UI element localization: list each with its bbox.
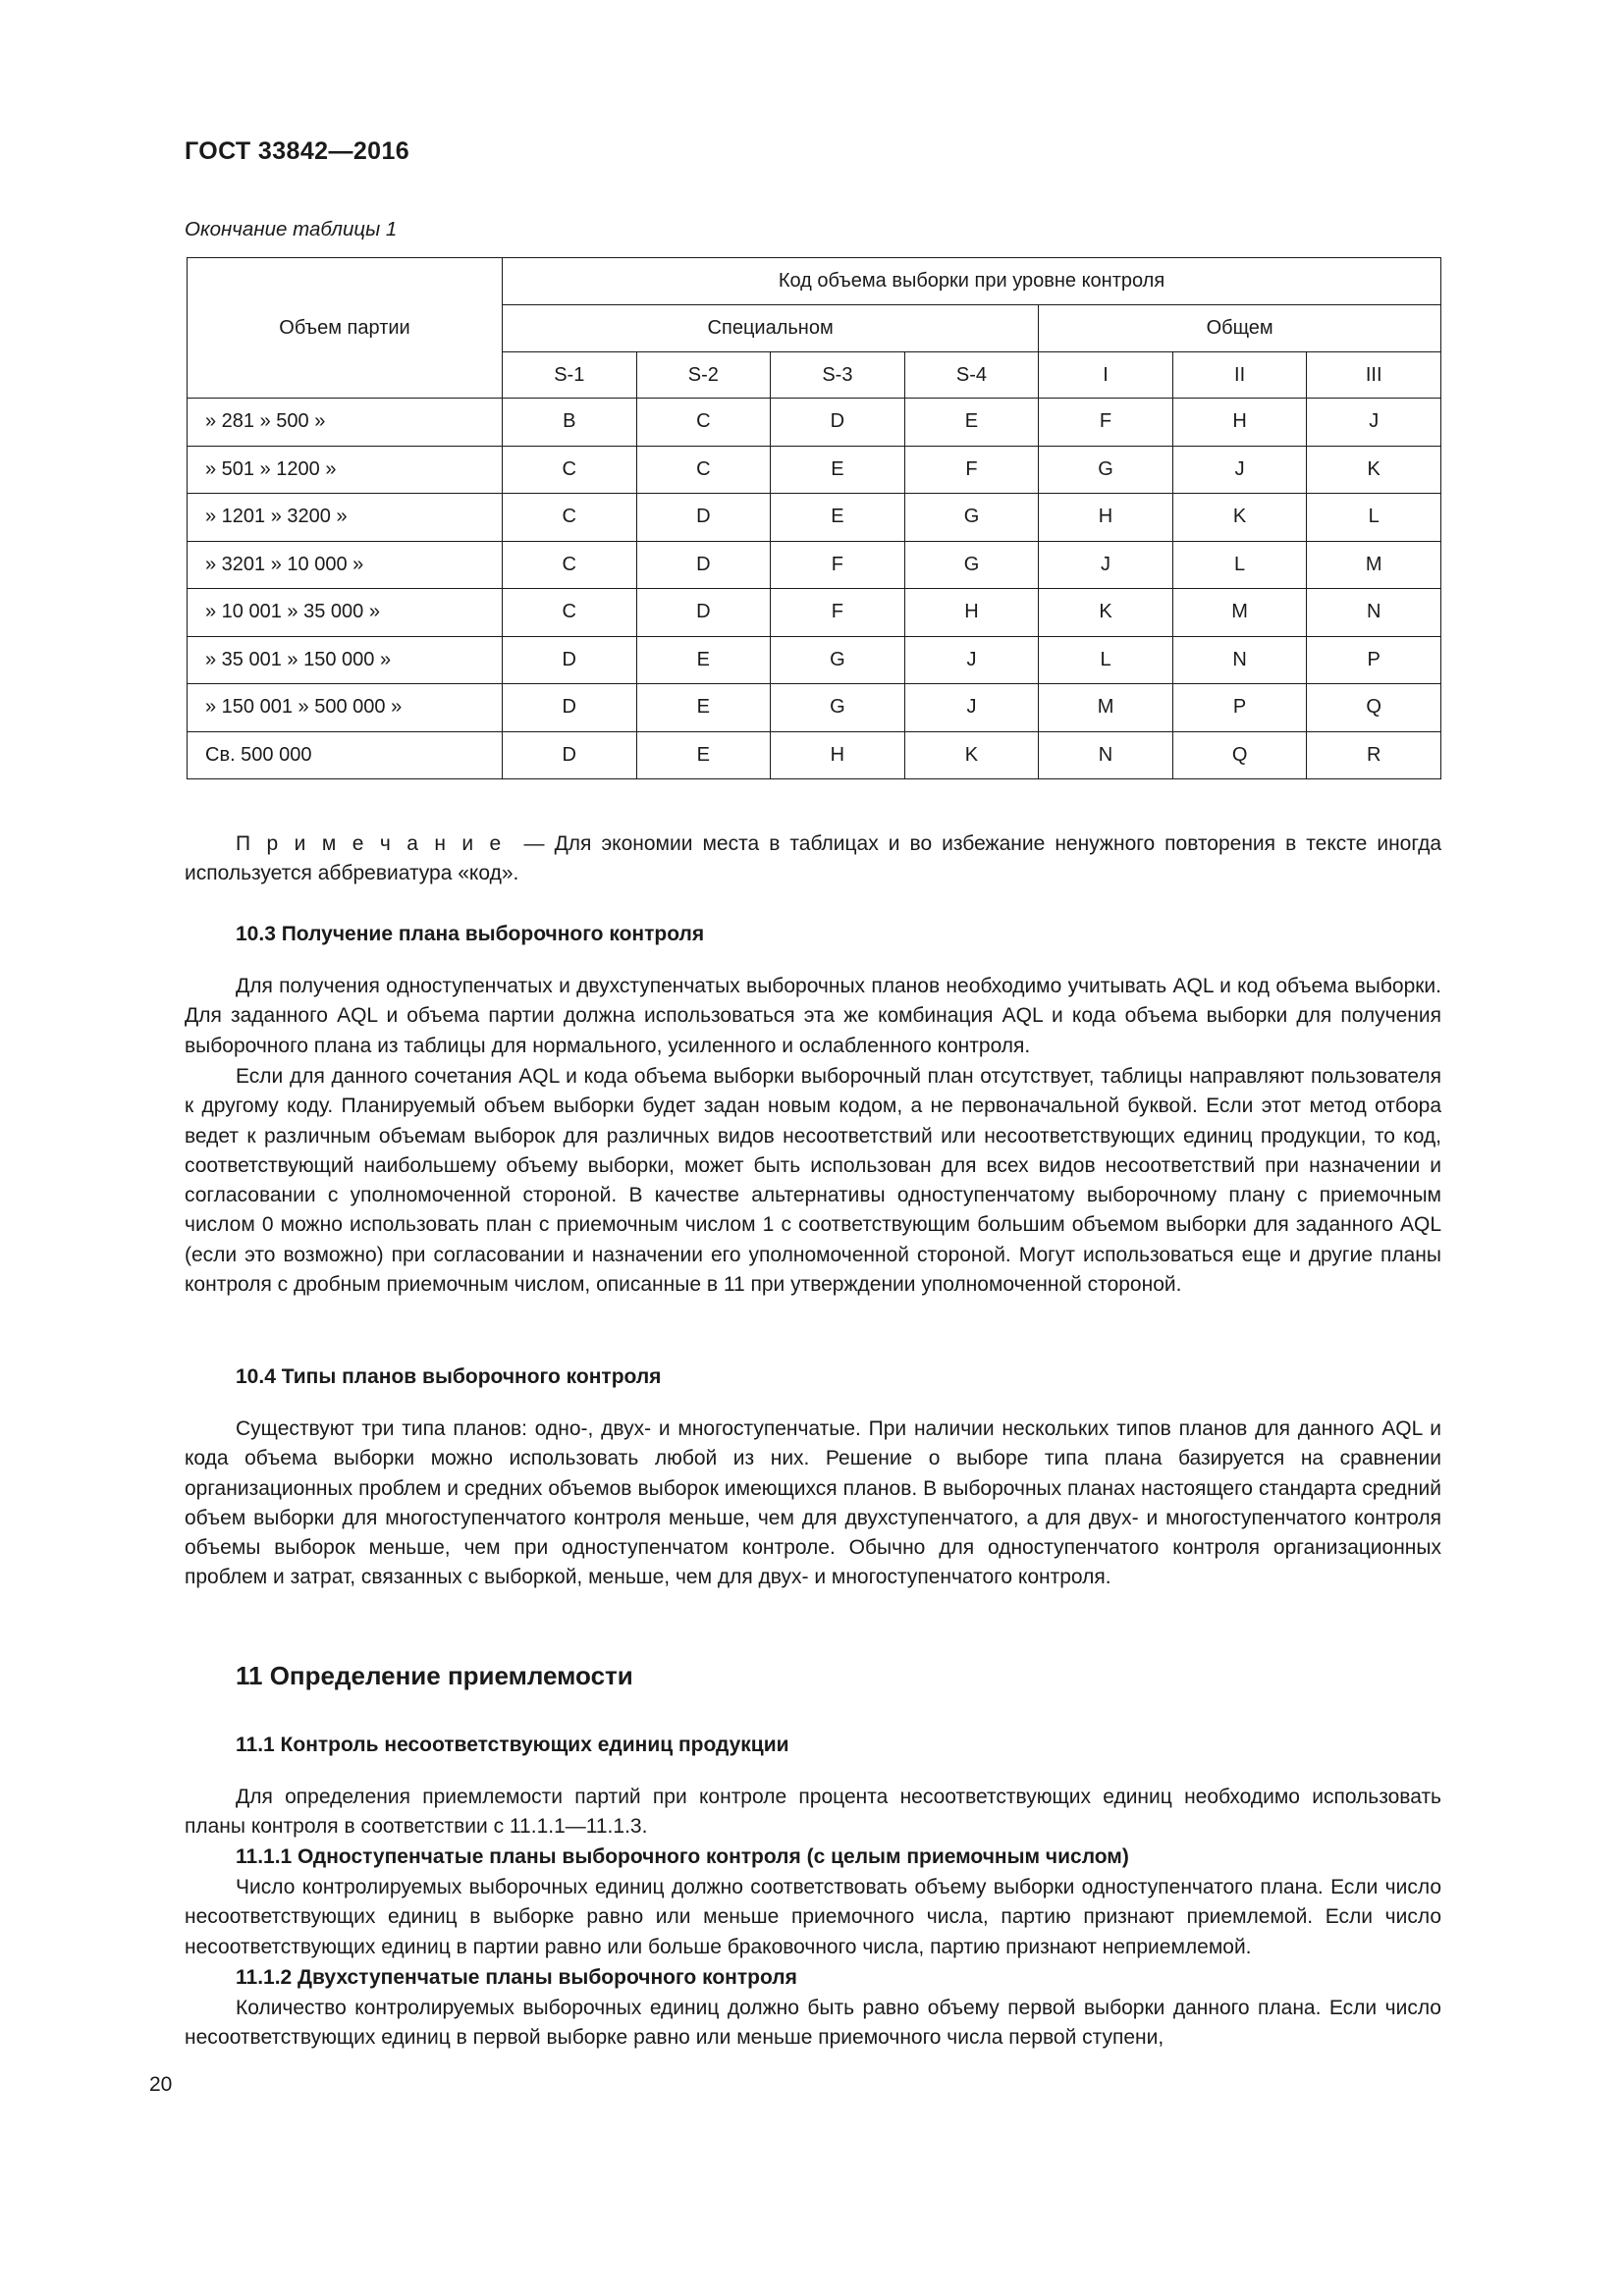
cell-lot-size: » 281 » 500 » — [188, 399, 503, 447]
cell-code: F — [771, 541, 905, 589]
cell-code: N — [1039, 731, 1173, 779]
cell-code: M — [1172, 589, 1307, 637]
cell-code: D — [636, 494, 771, 542]
cell-lot-size: » 501 » 1200 » — [188, 446, 503, 494]
cell-code: B — [503, 399, 637, 447]
cell-lot-size: » 3201 » 10 000 » — [188, 541, 503, 589]
cell-code: G — [1039, 446, 1173, 494]
cell-code: E — [904, 399, 1039, 447]
heading-10-4: 10.4 Типы планов выборочного контроля — [236, 1365, 662, 1388]
cell-code: F — [771, 589, 905, 637]
cell-code: D — [503, 636, 637, 684]
paragraph-text: Количество контролируемых выборочных единиц должно быть равно объему первой выборки данного плана. Если число несоответствующих единиц в первой выборке равно или меньше приемочного числа первой ступени, — [185, 1997, 1441, 2050]
cell-code: L — [1039, 636, 1173, 684]
heading-11-1-2: 11.1.2 Двухступенчатые планы выборочного контроля — [236, 1966, 797, 1989]
sample-size-code-table-wrapper — [187, 257, 1441, 779]
cell-lot-size: » 35 001 » 150 000 » — [188, 636, 503, 684]
cell-code: F — [1039, 399, 1173, 447]
cell-code: C — [503, 589, 637, 637]
header-level-s4: S-4 — [904, 352, 1039, 399]
table-row — [188, 494, 1441, 542]
cell-code: E — [771, 494, 905, 542]
header-level-s1: S-1 — [503, 352, 637, 399]
paragraph-text: Для определения приемлемости партий при контроле процента несоответствующих единиц необходимо использовать планы контроля в соответствии с 11.1.1—11.1.3. — [185, 1786, 1441, 1839]
cell-code: G — [771, 684, 905, 732]
cell-code: E — [636, 731, 771, 779]
heading-11: 11 Определение приемлемости — [236, 1661, 633, 1690]
table-row — [188, 731, 1441, 779]
cell-code: C — [503, 541, 637, 589]
table-note — [185, 829, 1441, 889]
cell-code: D — [503, 731, 637, 779]
cell-code: D — [636, 541, 771, 589]
header-special-levels: Специальном — [503, 305, 1039, 352]
cell-code: C — [503, 446, 637, 494]
cell-lot-size: Св. 500 000 — [188, 731, 503, 779]
cell-code: K — [1039, 589, 1173, 637]
header-level-s3: S-3 — [771, 352, 905, 399]
cell-lot-size: » 150 001 » 500 000 » — [188, 684, 503, 732]
table-head — [188, 258, 1441, 399]
cell-code: M — [1307, 541, 1441, 589]
cell-lot-size: » 10 001 » 35 000 » — [188, 589, 503, 637]
cell-code: J — [1172, 446, 1307, 494]
cell-code: K — [1307, 446, 1441, 494]
cell-code: E — [636, 684, 771, 732]
header-lot-size: Объем партии — [188, 258, 503, 399]
cell-code: Q — [1307, 684, 1441, 732]
paragraph-11-1-1 — [185, 1783, 1441, 1842]
note-dash: — — [523, 832, 545, 855]
cell-code: D — [636, 589, 771, 637]
paragraph-text: Если для данного сочетания AQL и кода объема выборки выборочный план отсутствует, таблицы направляют пользователя к другому коду. Планируемый объем выборки будет задан новым кодом, а не первоначальной буквой. Если этот метод отбора ведет к различным объемам выборок для различных видов несоответствий или несоответствующих единиц продукции, то код, соответствующий наибольшему объему выборки, может быть использован для всех видов несоответствий при назначении и согласовании с уполномоченной стороной. В качестве альтернативы одноступенчатому выборочному плану с приемочным числом 0 можно использовать план с приемочным числом 1 с соответствующим большим объемом выборки для заданного AQL (если это возможно) при согласовании и назначении его уполномоченной стороной. Могут использоваться еще и другие планы контроля с дробным приемочным числом, описанные в 11 при утверждении уполномоченной стороной. — [185, 1065, 1441, 1297]
cell-code: N — [1307, 589, 1441, 637]
paragraph-10-3-2 — [185, 1062, 1441, 1300]
cell-code: P — [1307, 636, 1441, 684]
cell-code: Q — [1172, 731, 1307, 779]
cell-code: F — [904, 446, 1039, 494]
cell-code: L — [1307, 494, 1441, 542]
paragraph-10-4-1 — [185, 1415, 1441, 1593]
cell-code: H — [771, 731, 905, 779]
cell-code: E — [636, 636, 771, 684]
paragraph-11-1-2-1 — [185, 1994, 1441, 2054]
header-level-iii: III — [1307, 352, 1441, 399]
heading-10-3: 10.3 Получение плана выборочного контроля — [236, 923, 705, 945]
cell-code: H — [1172, 399, 1307, 447]
cell-code: C — [636, 446, 771, 494]
cell-code: D — [503, 684, 637, 732]
table-caption: Окончание таблицы 1 — [185, 218, 398, 240]
header-level-ii: II — [1172, 352, 1307, 399]
table-row — [188, 446, 1441, 494]
sample-size-code-table — [187, 257, 1441, 779]
cell-code: J — [904, 636, 1039, 684]
table-row — [188, 399, 1441, 447]
page-number: 20 — [149, 2073, 173, 2096]
cell-lot-size: » 1201 » 3200 » — [188, 494, 503, 542]
cell-code: L — [1172, 541, 1307, 589]
header-code-group: Код объема выборки при уровне контроля — [503, 258, 1441, 305]
cell-code: K — [1172, 494, 1307, 542]
heading-11-1-1: 11.1.1 Одноступенчатые планы выборочного контроля (с целым приемочным числом) — [236, 1845, 1129, 1868]
table-row — [188, 589, 1441, 637]
paragraph-text: Число контролируемых выборочных единиц должно соответствовать объему выборки одноступенчатого плана. Если число несоответствующих единиц в выборке равно или меньше приемочного числа, партию признают приемлемой. Если число несоответствующих единиц в партии равно или больше браковочного числа, партию признают неприемлемой. — [185, 1876, 1441, 1958]
running-header: ГОСТ 33842—2016 — [185, 137, 410, 165]
cell-code: G — [771, 636, 905, 684]
note-label: П р и м е ч а н и е — [236, 832, 505, 855]
cell-code: D — [771, 399, 905, 447]
table-body — [188, 399, 1441, 779]
cell-code: J — [904, 684, 1039, 732]
paragraph-11-1-1-1 — [185, 1873, 1441, 1962]
cell-code: C — [636, 399, 771, 447]
cell-code: G — [904, 494, 1039, 542]
table-row — [188, 636, 1441, 684]
cell-code: J — [1039, 541, 1173, 589]
cell-code: R — [1307, 731, 1441, 779]
header-level-s2: S-2 — [636, 352, 771, 399]
table-row — [188, 684, 1441, 732]
heading-11-1: 11.1 Контроль несоответствующих единиц продукции — [236, 1734, 789, 1756]
cell-code: J — [1307, 399, 1441, 447]
note-text: Для экономии места в таблицах и во избежание ненужного повторения в тексте иногда используется аббревиатура «код». — [185, 832, 1442, 885]
cell-code: E — [771, 446, 905, 494]
paragraph-text: Существуют три типа планов: одно-, двух- и многоступенчатые. При наличии нескольких типов планов для данного AQL и кода объема выборки можно использовать любой из них. Решение о выборе типа плана базируется на сравнении организационных проблем и средних объемов выборок имеющихся планов. В выборочных планах настоящего стандарта средний объем выборки для многоступенчатого контроля меньше, чем для двухступенчатого, а для двух- и многоступенчатого контроля объемы выборок меньше, чем при одноступенчатом контроле. Обычно для одноступенчатого контроля организационных проблем и затрат, связанных с выборкой, меньше, чем для двух- и многоступенчатого контроля. — [185, 1417, 1441, 1589]
cell-code: G — [904, 541, 1039, 589]
cell-code: P — [1172, 684, 1307, 732]
table-row — [188, 541, 1441, 589]
cell-code: K — [904, 731, 1039, 779]
cell-code: N — [1172, 636, 1307, 684]
cell-code: H — [904, 589, 1039, 637]
header-general-levels: Общем — [1039, 305, 1441, 352]
table-header-row-1 — [188, 258, 1441, 305]
cell-code: M — [1039, 684, 1173, 732]
paragraph-10-3-1 — [185, 972, 1441, 1061]
cell-code: H — [1039, 494, 1173, 542]
header-level-i: I — [1039, 352, 1173, 399]
paragraph-text: Для получения одноступенчатых и двухступенчатых выборочных планов необходимо учитывать AQL и код объема выборки. Для заданного AQL и объема партии должна использоваться эта же комбинация AQL и кода объема выборки для получения выборочного плана из таблицы для нормального, усиленного и ослабленного контроля. — [185, 975, 1441, 1057]
cell-code: C — [503, 494, 637, 542]
